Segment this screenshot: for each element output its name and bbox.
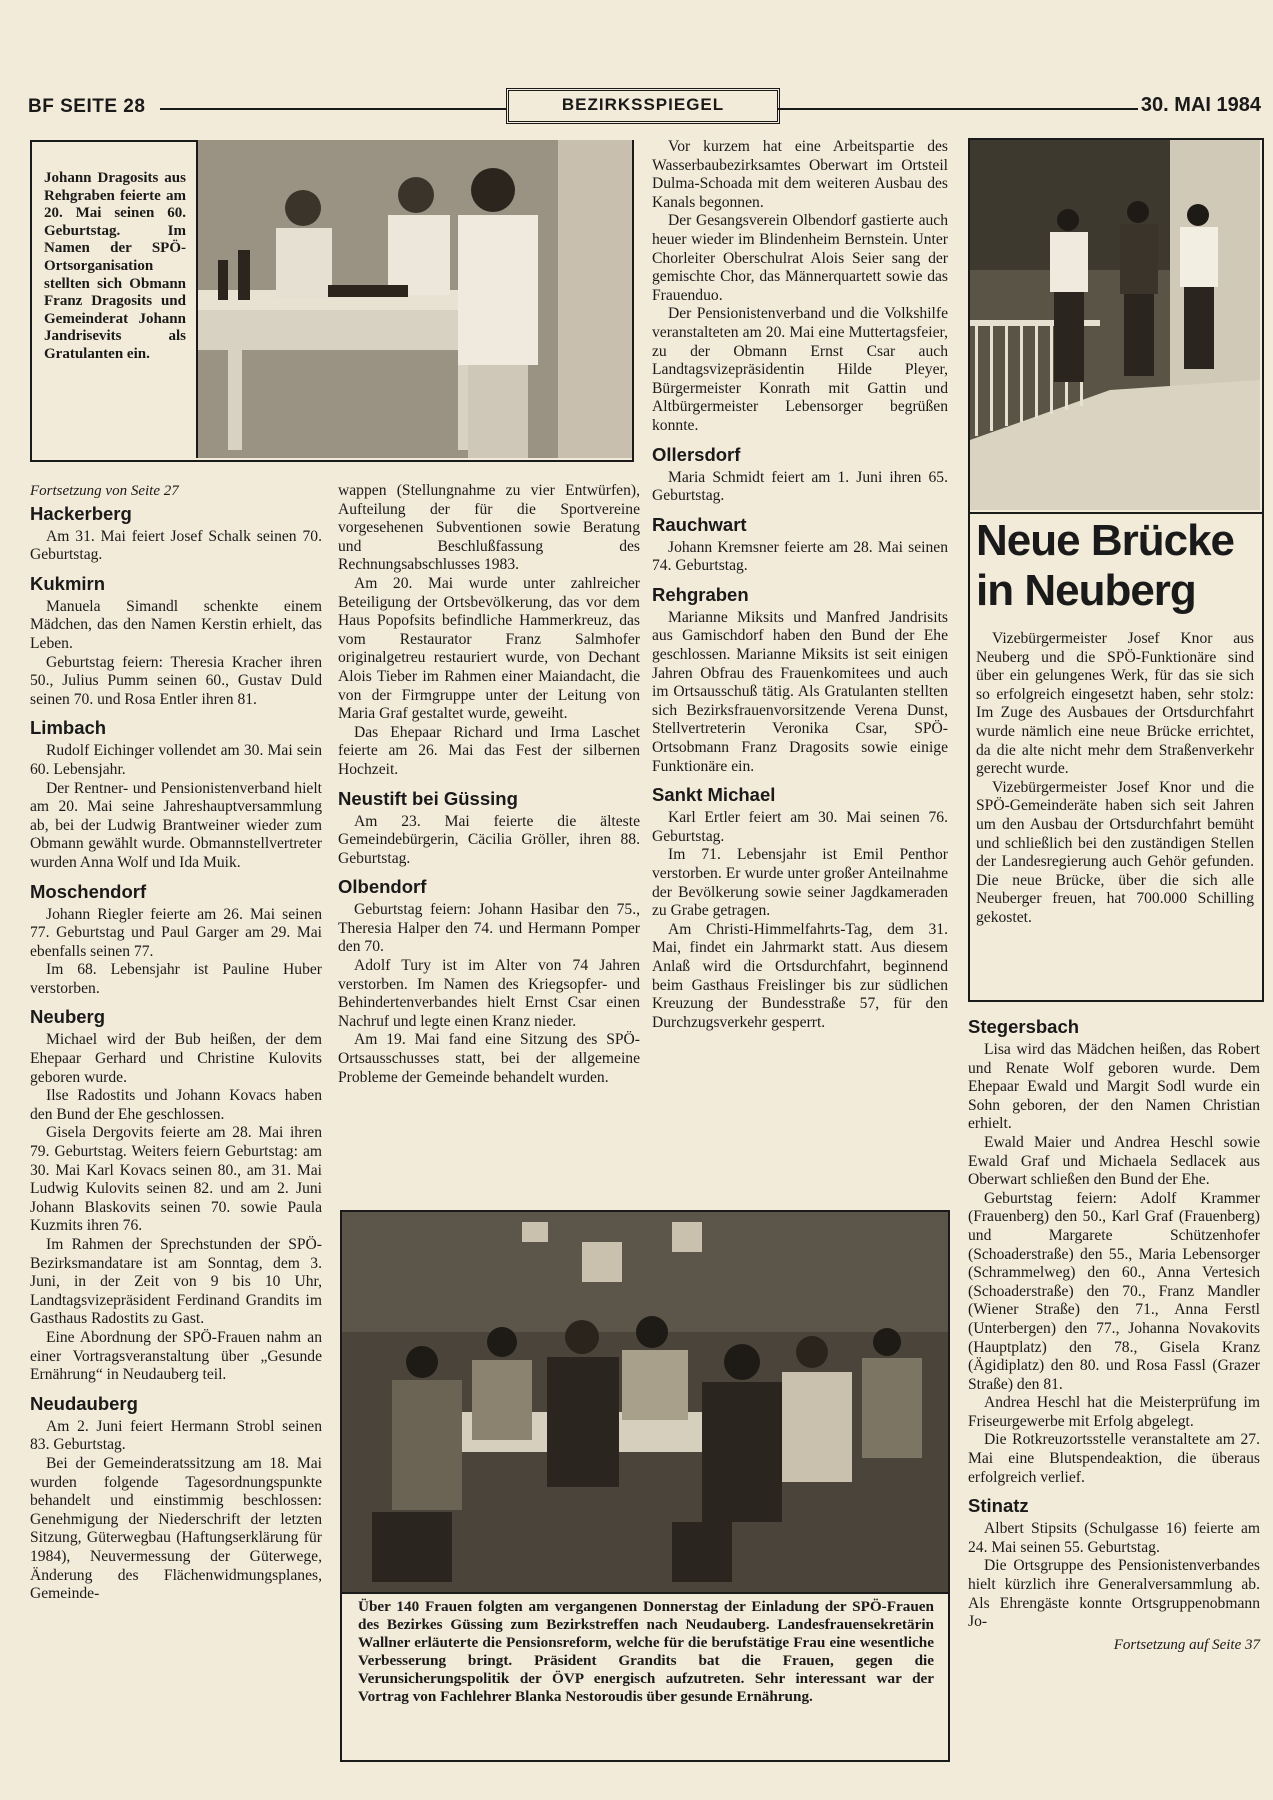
paragraph: Bei der Gemeinderatssitzung am 18. Mai wurden folgende Tagesordnungspunkte behandelt und einstimmig beschlossen: Genehmigung der Niederschrift der letzten Sitzung, Güterwegbau (Haftungserklärung für 1984), Neuvermessung der Güterwege, Änderung des Flächenwidmungsplanes, Gemeinde-	[30, 1454, 322, 1603]
column-1	[30, 482, 322, 1604]
paragraph: Im 68. Lebensjahr ist Pauline Huber verstorben.	[30, 961, 322, 997]
continued-on-note: Fortsetzung auf Seite 37	[1113, 1636, 1260, 1653]
header-rule-left	[160, 108, 506, 110]
paragraph: Geburtstag feiern: Johann Hasibar den 75., Theresia Halper den 74. und Hermann Pomper den 70.	[338, 901, 640, 956]
paragraph: Maria Schmidt feiert am 1. Juni ihren 65. Geburtstag.	[652, 468, 948, 505]
section-title: BEZIRKSSPIEGEL	[506, 88, 780, 124]
paragraph: Die Rotkreuzortsstelle veranstaltete am 27. Mai eine Blutspendeaktion, die überaus erfolgreich verlief.	[968, 1431, 1260, 1486]
photo1-image	[196, 140, 632, 458]
paragraph: Geburtstag feiern: Adolf Krammer (Frauenberg) den 50., Karl Graf (Frauenberg) und Margarete Schützenhofer (Schoaderstraße) den 55., Maria Lebensorger (Schrammelweg) den 60., Anna Vertesich (Schoaderstraße) den 70., Franz Mandler (Wiener Straße) den 71., Anna Ferstl (Unterbergen) den 77., Johanna Novakovits (Hauptplatz) den 78., Gisela Kranz (Ägidiplatz) den 80. und Rosa Fassl (Grazer Straße) den 81.	[968, 1189, 1260, 1393]
paragraph: Der Rentner- und Pensionistenverband hielt am 20. Mai seine Jahreshauptversammlung ab, bei der Ludwig Brantweiner wieder zum Obmann gewählt wurde. Obmannstellvertreter wurden Anna Wolf und Ida Muik.	[30, 779, 322, 871]
heading-ollersdorf: Ollersdorf	[652, 443, 741, 465]
paragraph: Johann Riegler feierte am 26. Mai seinen 77. Geburtstag und Paul Garger am 29. Mai ebenfalls seinen 77.	[30, 905, 322, 960]
paragraph: Vor kurzem hat eine Arbeitspartie des Wasserbaubezirksamtes Oberwart im Ortsteil Dulma-Schoada mit dem weiteren Ausbau des Kanals begonnen.	[652, 138, 948, 211]
paragraph: Am Christi-Himmelfahrts-Tag, dem 31. Mai, findet ein Jahrmarkt statt. Aus diesem Anlaß wird die Ortsdurchfahrt, beginnend beim Gasthaus Freislinger bis zur südlichen Kreuzung der Bundesstraße 57, für den Durchzugsverkehr gesperrt.	[652, 920, 948, 1031]
heading-moschendorf: Moschendorf	[30, 880, 147, 902]
paragraph: Geburtstag feiern: Theresia Kracher ihren 50., Julius Pumm seinen 60., Gustav Duld seinen 70. und Rosa Entler ihren 81.	[30, 653, 322, 708]
heading-limbach: Limbach	[30, 717, 107, 739]
column-4	[976, 516, 1254, 928]
paragraph: Ewald Maier und Andrea Heschl sowie Ewald Graf und Michaela Sedlacek aus Oberwart schließen den Bund der Ehe.	[968, 1133, 1260, 1189]
page-number: BF SEITE 28	[28, 96, 146, 117]
paragraph: Der Gesangsverein Olbendorf gastierte auch heuer wieder im Blindenheim Bernstein. Unter Chorleiter Oberschulrat Alois Seier sang der gemischte Chor, das Männerquartett sowie das Frauenduo.	[652, 212, 948, 304]
article-title-line-1: Neue Brücke	[976, 516, 1235, 565]
paragraph: Michael wird der Bub heißen, der dem Ehepaar Gerhard und Christine Kulovits geboren wurde.	[30, 1031, 322, 1086]
paragraph: Am 2. Juni feiert Hermann Strobl seinen 83. Geburtstag.	[30, 1417, 322, 1454]
photo1-caption: Johann Dragosits aus Rehgraben feierte am 20. Mai seinen 60. Geburtstag. Im Namen der SPÖ-Ortsorganisation stellten sich Obmann Franz Dragosits und Gemeinderat Johann Jandrisevits als Gratulanten ein.	[44, 170, 186, 362]
paragraph: Johann Kremsner feierte am 28. Mai seinen 74. Geburtstag.	[652, 538, 948, 575]
paragraph: Das Ehepaar Richard und Irma Laschet feierte am 26. Mai das Fest der silbernen Hochzeit.	[338, 723, 640, 778]
photo3-illustration	[970, 140, 1260, 510]
paragraph: Die Ortsgruppe des Pensionistenverbandes hielt kürzlich ihre Generalversammlung ab. Als Ehrengäste konnte Ortsgruppenobmann Jo-	[968, 1557, 1260, 1631]
photo3-image	[970, 140, 1260, 510]
heading-hackerberg: Hackerberg	[30, 502, 132, 524]
paragraph: Am 31. Mai feiert Josef Schalk seinen 70. Geburtstag.	[30, 527, 322, 564]
photo1-illustration	[198, 140, 632, 458]
paragraph: Der Pensionistenverband und die Volkshilfe veranstalteten am 20. Mai eine Muttertagsfeier, zu der Obmann Ernst Csar auch Landtagsvizepräsidentin Hilde Pleyer, Bürgermeister Konrath mit Gattin und Altbürgermeister Lebensorger begrüßen konnte.	[652, 305, 948, 434]
paragraph: Adolf Tury ist im Alter von 74 Jahren verstorben. Im Namen des Kriegsopfer- und Behindertenverbandes hielt Ernst Csar einen Nachruf und legte einen Kranz nieder.	[338, 957, 640, 1030]
paragraph: Am 20. Mai wurde unter zahlreicher Beteiligung der Ortsbevölkerung, das vor dem Haus Popofsits befindliche Hammerkreuz, das vom Restaurator Franz Salmhofer originalgetreu restauriert wurde, von Dechant Alois Tieber im Rahmen einer Maiandacht, die von der Firmgruppe unter der Leitung von Maria Graf gestaltet wurde, geweiht.	[338, 574, 640, 723]
paragraph: Manuela Simandl schenkte einem Mädchen, das den Namen Kerstin erhielt, das Leben.	[30, 597, 322, 652]
paragraph: Andrea Heschl hat die Meisterprüfung im Friseurgewerbe mit Erfolg abgelegt.	[968, 1394, 1260, 1430]
continued-from-note: Fortsetzung von Seite 27	[30, 483, 179, 499]
paragraph: Am 19. Mai fand eine Sitzung des SPÖ-Ortsausschusses statt, bei der allgemeine Probleme der Gemeinde behandelt wurden.	[338, 1031, 640, 1086]
heading-olbendorf: Olbendorf	[338, 876, 427, 898]
photo2-image	[342, 1212, 948, 1594]
paragraph: wappen (Stellungnahme zu vier Entwürfen), Aufteilung der für die Sportvereine vorgesehenen Subventionen sowie Beratung und Beschlußfassung des Rechnungsabschlusses 1983.	[338, 482, 640, 574]
heading-kukmirn: Kukmirn	[30, 572, 106, 594]
column-4-lower	[968, 1016, 1260, 1654]
paragraph: Karl Ertler feiert am 30. Mai seinen 76. Geburtstag.	[652, 809, 948, 845]
paragraph: Eine Abordnung der SPÖ-Frauen nahm an einer Vortragsveranstaltung über „Gesunde Ernährung“ in Neudauberg teil.	[30, 1328, 322, 1384]
heading-rauchwart: Rauchwart	[652, 513, 747, 535]
paragraph: Im 71. Lebensjahr ist Emil Penthor verstorben. Er wurde unter großer Anteilnahme der Bevölkerung sowie seiner Jagdkameraden zu Grabe getragen.	[652, 846, 948, 920]
header-rule-right	[778, 108, 1138, 110]
heading-neudauberg: Neudauberg	[30, 1392, 138, 1414]
paragraph: Albert Stipsits (Schulgasse 16) feierte am 24. Mai seinen 55. Geburtstag.	[968, 1520, 1260, 1556]
paragraph: Gisela Dergovits feierte am 28. Mai ihren 79. Geburtstag. Weiters feiern Geburtstag: am 30. Mai Karl Kovacs seinen 80., am 31. Mai Ludwig Kulovits seinen 82. und am 2. Juni Johann Blaskovits seinen 70. sowie Paula Kuzmits ihren 76.	[30, 1124, 322, 1235]
paragraph: Vizebürgermeister Josef Knor und die SPÖ-Gemeinderäte haben sich seit Jahren um den Ausbau der Ortsdurchfahrt bemüht und schließlich bei den zuständigen Stellen der Landesregierung auch Gehör gefunden. Die neue Brücke, über die sich alle Neuberger freuen, hat 700.000 Schilling gekostet.	[976, 778, 1254, 926]
paragraph: Ilse Radostits und Johann Kovacs haben den Bund der Ehe geschlossen.	[30, 1087, 322, 1123]
paragraph: Lisa wird das Mädchen heißen, das Robert und Renate Wolf geboren wurde. Dem Ehepaar Ewald und Margit Sodl wurde ein Sohn geboren, der den Namen Christian erhielt.	[968, 1041, 1260, 1133]
heading-stegersbach: Stegersbach	[968, 1016, 1080, 1037]
heading-sankt-michael: Sankt Michael	[652, 784, 776, 806]
heading-stinatz: Stinatz	[968, 1495, 1029, 1517]
heading-neuberg: Neuberg	[30, 1006, 106, 1028]
paragraph: Am 23. Mai feierte die älteste Gemeindebürgerin, Cäcilia Gröller, ihren 88. Geburtstag.	[338, 812, 640, 867]
heading-neustift: Neustift bei Güssing	[338, 787, 518, 809]
paragraph: Vizebürgermeister Josef Knor aus Neuberg und die SPÖ-Funktionäre sind über ein gelungenes Werk, für das sie sich so erfolgreich eingesetzt haben, sehr stolz: Im Zuge des Ausbaues der Ortsdurchfahrt wurde nämlich eine neue Brücke errichtet, da die alte nicht mehr dem Straßenverkehr gerecht wurde.	[976, 630, 1254, 778]
paragraph: Rudolf Eichinger vollendet am 30. Mai sein 60. Lebensjahr.	[30, 742, 322, 778]
column-3	[652, 138, 948, 1032]
column-2	[338, 482, 640, 1087]
article-title-line-2: in Neuberg	[976, 566, 1196, 615]
photo2-illustration	[342, 1212, 948, 1592]
heading-rehgraben: Rehgraben	[652, 583, 749, 605]
paragraph: Marianne Miksits und Manfred Jandrisits aus Gamischdorf haben den Bund der Ehe geschlossen. Marianne Miksits ist seit einigen Jahren Obfrau des Frauenkomitees und auch im Ortsausschuß tätig. Als Gratulanten stellten sich Bezirksfrauenvorsitzende Verena Dunst, Stellvertreterin Veronika Csar, SPÖ-Ortsobmann Franz Dragosits sowie einige Funktionäre ein.	[652, 608, 948, 775]
paragraph: Im Rahmen der Sprechstunden der SPÖ-Bezirksmandatare ist am Sonntag, dem 3. Juni, in der Zeit von 9 bis 10 Uhr, Landtagsvizepräsident Ferdinand Grandits im Gasthaus Radostits zu Gast.	[30, 1236, 322, 1328]
issue-date: 30. MAI 1984	[1140, 94, 1261, 116]
photo2-caption: Über 140 Frauen folgten am vergangenen Donnerstag der Einladung der SPÖ-Frauen des Bezirkes Güssing zum Bezirkstreffen nach Neudauberg. Landesfrauensekretärin Wallner erläuterte die Pensionsreform, welche für die berufstätige Frau eine wesentliche Verbesserung bringt. Präsident Grandits bat die Frauen, gegen die Verunsicherungspolitik der ÖVP energisch aufzutreten. Sehr interessant war der Vortrag von Fachlehrer Blanka Nestoroudis über gesunde Ernährung.	[358, 1598, 934, 1705]
